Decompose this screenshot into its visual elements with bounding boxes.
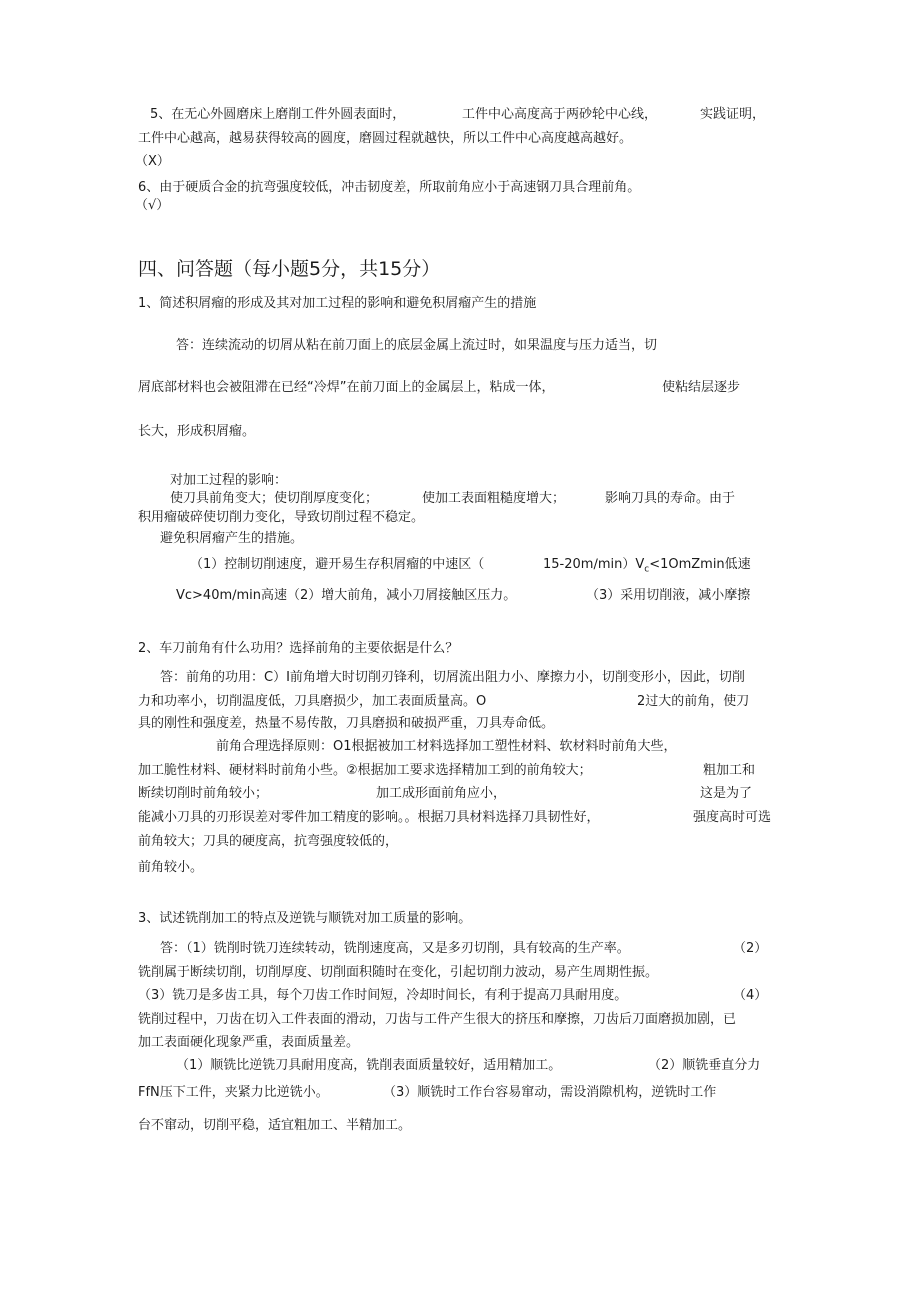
qa3-answer-line5: 加工表面硬化现象严重，表面质量差。 xyxy=(138,1035,360,1050)
qa1-effect-line1b: 使加工表面粗糙度增大； xyxy=(422,491,566,506)
qa3-compare-line1b: （2）顺铣垂直分力 xyxy=(648,1058,761,1073)
qa2-answer-line2b: 2过大的前角，使刀 xyxy=(637,694,750,709)
qa2-answer-line2a: 力和功率小，切削温度低，刀具磨损少，加工表面质量高。O xyxy=(138,694,487,709)
qa1-effect-title: 对加工过程的影响： xyxy=(170,473,288,488)
qa3-answer-line3a: （3）铣刀是多齿工具，每个刀齿工作时间短，冷却时间长，有利于提高刀具耐用度。 xyxy=(138,988,628,1003)
qa1-measure-line2a: Vc>40m∕min高速（2）增大前角，减小刀屑接触区压力。 xyxy=(176,588,517,603)
q6-line1: 6、由于硬质合金的抗弯强度较低，冲击韧度差，所取前角应小于高速钢刀具合理前角。 xyxy=(138,180,641,195)
qa3-answer-line1b: （2） xyxy=(733,941,768,956)
qa1-answer-line2b: 使粘结层逐步 xyxy=(662,380,741,395)
qa1-effect-line2: 积用瘤破碎使切削力变化，导致切削过程不稳定。 xyxy=(138,510,425,525)
qa1-answer-line2a: 屑底部材料也会被阻滞在已经“冷焊”在前刀面上的金属层上，粘成一体， xyxy=(138,380,555,395)
q5-line1a: 5、在无心外圆磨床上磨削工件外圆表面时， xyxy=(150,107,406,122)
qa2-principle-line3b: 加工成形面前角应小， xyxy=(376,786,507,801)
qa3-compare-line2b: （3）顺铣时工作台容易窜动，需设消隙机构，逆铣时工作 xyxy=(383,1085,717,1100)
q5-line1c: 实践证明， xyxy=(700,107,766,122)
qa3-answer-line1a: 答：（1）铣削时铣刀连续转动，铣削速度高，又是多刃切削，具有较高的生产率。 xyxy=(160,941,630,956)
qa2-principle-line2a: 加工脆性材料、硬材料时前角小些。②根据加工要求选择精加工到的前角较大； xyxy=(138,763,592,778)
qa1-measure-line2b: （3）采用切削液，减小摩擦 xyxy=(586,588,751,603)
qa1-question: 1、简述积屑瘤的形成及其对加工过程的影响和避免积屑瘤产生的措施 xyxy=(138,296,537,311)
q5-line1b: 工件中心高度高于两砂轮中心线， xyxy=(462,107,658,122)
qa2-principle-line2b: 粗加工和 xyxy=(703,763,756,778)
qa2-answer-line3: 具的刚性和强度差，热量不易传散，刀具磨损和破损严重，刀具寿命低。 xyxy=(138,716,555,731)
q5-line2: 工件中心越高，越易获得较高的圆度，磨圆过程就越快，所以工件中心高度越高越好。 xyxy=(138,131,633,146)
qa3-answer-line2: 铣削属于断续切削，切削厚度、切削面积随时在变化，引起切削力波动，易产生周期性振。 xyxy=(138,965,659,980)
qa1-answer-line1: 答：连续流动的切屑从粘在前刀面上的底层金属上流过时，如果温度与压力适当，切 xyxy=(176,338,658,353)
qa2-principle-line4b: 强度高时可选 xyxy=(693,810,772,825)
qa2-principle-line3a: 断续切削时前角较小； xyxy=(138,786,269,801)
qa3-answer-line3b: （4） xyxy=(733,988,768,1003)
qa2-principle-line3c: 这是为了 xyxy=(700,786,753,801)
qa2-principle-line4a: 能减小刀具的刃形误差对零件加工精度的影响。。根据刀具材料选择刀具韧性好， xyxy=(138,810,600,825)
qa2-principle-line1: 前角合理选择原则：O1根据被加工材料选择加工塑性材料、软材料时前角大些， xyxy=(216,739,677,754)
qa3-compare-line1a: （1）顺铣比逆铣刀具耐用度高，铣削表面质量较好，适用精加工。 xyxy=(176,1058,562,1073)
qa3-question: 3、试述铣削加工的特点及逆铣与顺铣对加工质量的影响。 xyxy=(138,911,472,926)
qa2-principle-line5: 前角较大；刀具的硬度高，抗弯强度较低的， xyxy=(138,834,399,849)
qa3-compare-line2a: FfN压下工件，夹紧力比逆铣小。 xyxy=(138,1085,329,1100)
qa1-effect-line1a: 使刀具前角变大；使切削厚度变化； xyxy=(170,491,379,506)
q5-answer: （X） xyxy=(135,154,170,169)
qa2-question: 2、车刀前角有什么功用？选择前角的主要依据是什么？ xyxy=(138,641,459,656)
qa1-answer-line3: 长大，形成积屑瘤。 xyxy=(138,424,256,439)
qa1-effect-line1c: 影响刀具的寿命。由于 xyxy=(605,491,736,506)
qa3-compare-line3: 台不窜动，切削平稳，适宜粗加工、半精加工。 xyxy=(138,1118,412,1133)
qa2-answer-line1: 答：前角的功用：C）I前角增大时切削刃锋利，切屑流出阻力小、摩擦力小，切削变形小，因此，切削 xyxy=(160,670,745,685)
qa1-measure-line1b: $15-20m∕\min)V_c<1OmZmin$低速 xyxy=(543,557,751,575)
section-heading: 四、问答题（每小题5分，共15分） xyxy=(138,258,441,280)
qa1-measure-line1a: （1）控制切削速度，避开易生存积屑瘤的中速区（ xyxy=(190,557,485,572)
q6-answer: （√） xyxy=(135,198,170,213)
qa2-principle-line6: 前角较小。 xyxy=(138,860,204,875)
qa3-answer-line4: 铣削过程中，刀齿在切入工件表面的滑动，刀齿与工件产生很大的挤压和摩擦，刀齿后刀面磨损加剧，已 xyxy=(138,1012,737,1027)
qa1-measure-title: 避免积屑瘤产生的措施。 xyxy=(160,531,304,546)
